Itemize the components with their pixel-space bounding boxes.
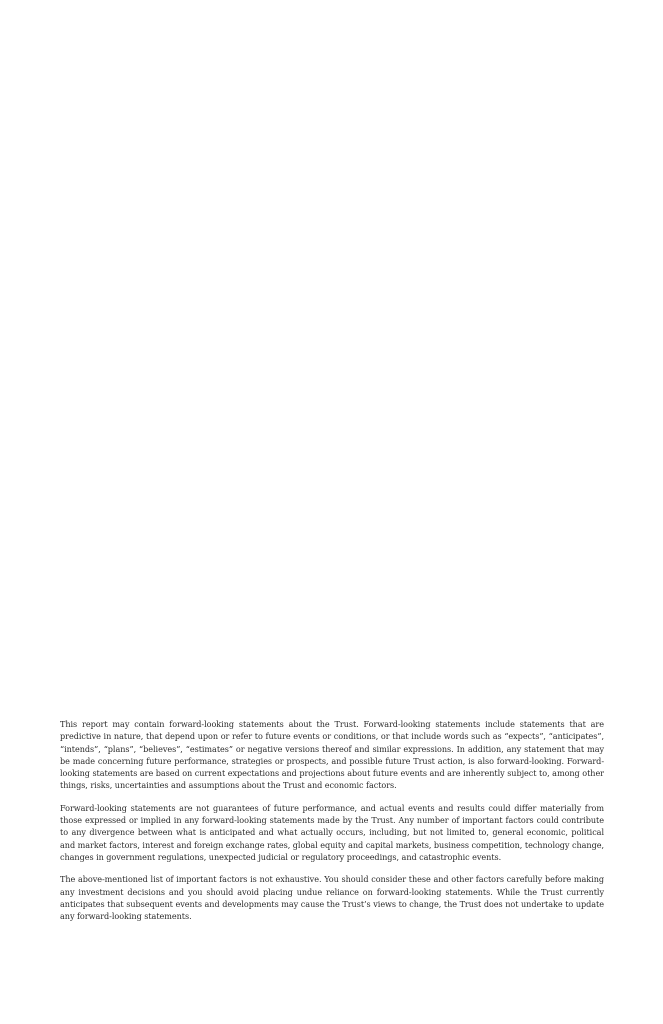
forward-looking-disclaimer <box>60 718 604 932</box>
disclaimer-paragraph-1: This report may contain forward-looking statements about the Trust. Forward-looking statements include statements that are predictive in nature, that depend upon or refer to future events or conditions, or that include words such as “expects”, “anticipates”, “intends”, “plans”, “believes”, “estimates” or negative versions thereof and similar expressions. In addition, any statement that may be made concerning future performance, strategies or prospects, and possible future Trust action, is also forward-looking. Forward-looking statements are based on current expectations and projections about future events and are inherently subject to, among other things, risks, uncertainties and assumptions about the Trust and economic factors. <box>60 719 604 791</box>
disclaimer-paragraph-2: Forward-looking statements are not guarantees of future performance, and actual events and results could differ materially from those expressed or implied in any forward-looking statements made by the Trust. Any number of important factors could contribute to any divergence between what is anticipated and what actually occurs, including, but not limited to, general economic, political and market factors, interest and foreign exchange rates, global equity and capital markets, business competition, technology change, changes in government regulations, unexpected judicial or regulatory proceedings, and catastrophic events. <box>60 802 604 862</box>
disclaimer-paragraph-3: The above-mentioned list of important factors is not exhaustive. You should consider these and other factors carefully before making any investment decisions and you should avoid placing undue reliance on forward-looking statements. While the Trust currently anticipates that subsequent events and developments may cause the Trust’s views to change, the Trust does not undertake to update any forward-looking statements. <box>60 874 604 922</box>
